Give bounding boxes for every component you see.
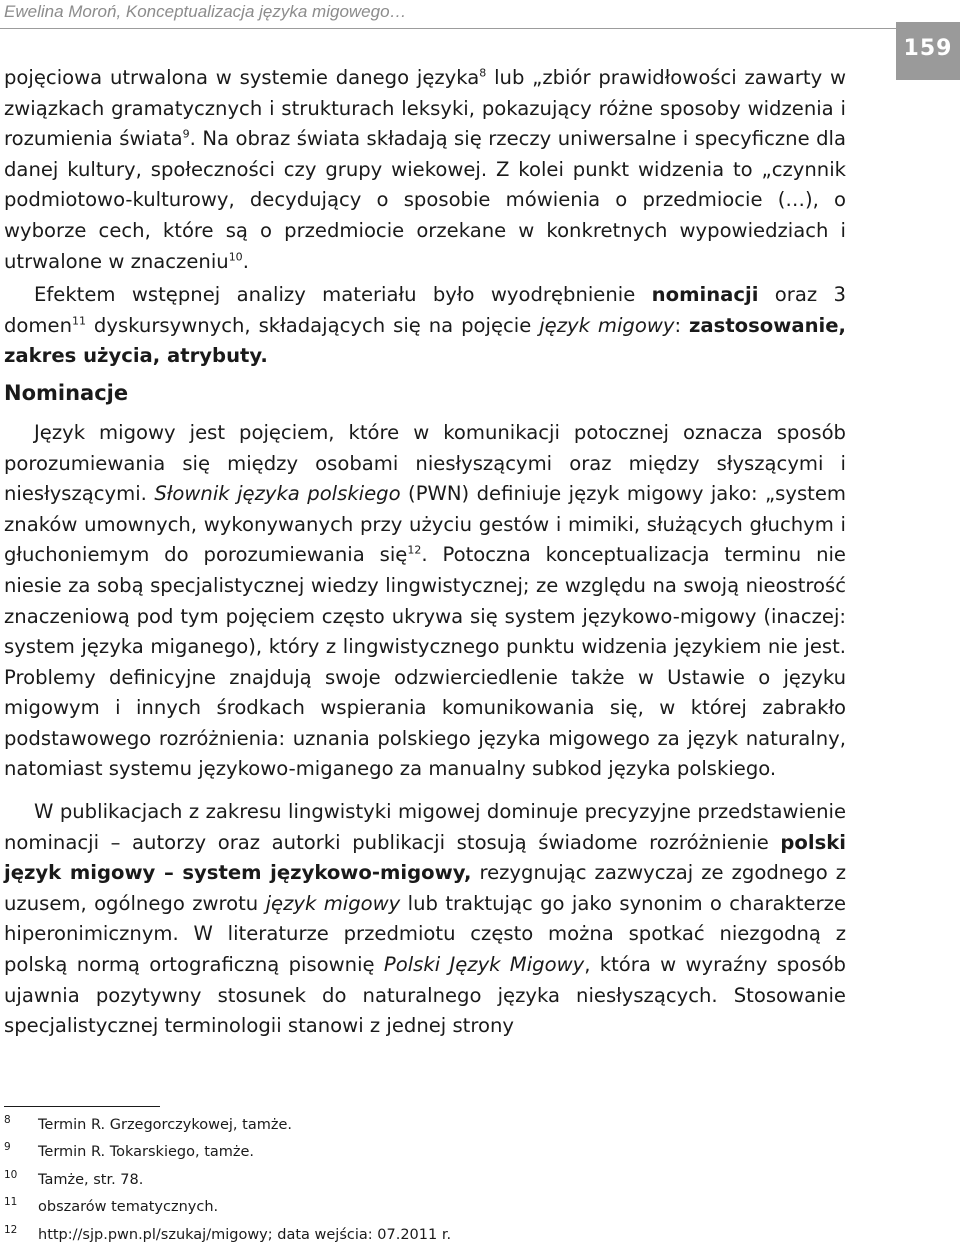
text-run: rezygnując zazwyczaj ze zgodnego z uzusem, ogólnego zwrotu [4, 861, 846, 915]
bold-term: nominacji [651, 283, 759, 307]
footnote-text: Tamże, str. 78. [38, 1171, 144, 1188]
text-run: . Potoczna konceptualizacja terminu nie niesie za sobą specjalistycznej wiedzy lingwistycznej; ze względu na swoją nieostrość znaczeniową pod tym pojęciem często ukrywa się system językowo-migowy (inaczej: system języka miganego), który z lingwistycznego punktu widzenia językiem nie jest. Problemy definicyjne znajdują swoje odzwierciedlenie także w Ustawie o języku migowym i innych środkach wspierania komunikowania się, w której zabrakło podstawowego rozróżnienia: uznania polskiego języka migowego za język naturalny, natomiast systemu językowo-miganego za manualny subkod języka polskiego. [4, 543, 846, 781]
footnote [4, 1167, 884, 1194]
text-run: dyskursywnych, składających się na pojęcie [86, 313, 540, 337]
text-run: lub traktując go jako synonim o charakterze hiperonimicznym. W literaturze przedmiotu często można spotkać niezgodną z polską normą ortograficzną pisownię [4, 891, 846, 977]
text-run: Język migowy jest pojęciem, które w komunikacji potocznej oznacza sposób porozumiewania się między osobami niesłyszącymi oraz między słyszącymi i niesłyszącymi. [4, 420, 846, 506]
italic-term: język migowy [265, 891, 401, 915]
footnote-number: 8 [4, 1114, 11, 1126]
footnotes [4, 1112, 884, 1249]
footnote [4, 1112, 884, 1139]
footnote-text: http://sjp.pwn.pl/szukaj/migowy; data wejścia: 07.2011 r. [38, 1226, 452, 1243]
paragraph-4 [4, 797, 846, 1042]
text-run: W publikacjach z zakresu lingwistyki migowej dominuje precyzyjne przedstawienie nominacji – autorzy oraz autorki publikacji stosują świadome rozróżnienie [4, 800, 846, 854]
footnote-number: 9 [4, 1141, 11, 1154]
footnote-number: 10 [4, 1168, 18, 1181]
footnote-ref: 12 [407, 543, 422, 557]
running-title: Ewelina Moroń, Konceptualizacja języka migowego… [4, 2, 407, 21]
text-run: Efektem wstępnej analizy materiału było wyodrębnienie [34, 283, 652, 307]
text-run: . [242, 249, 249, 273]
footnote-separator [4, 1106, 160, 1107]
bold-term: zastosowanie, zakres użycia, atrybuty. [4, 313, 846, 368]
text-run: : [674, 313, 690, 337]
footnote-number: 11 [4, 1196, 18, 1209]
bold-term: polski język migowy – system językowo-migowy, [4, 830, 846, 885]
footnote-number: 12 [4, 1223, 18, 1236]
footnote-text: Termin R. Tokarskiego, tamże. [38, 1144, 255, 1161]
footnote [4, 1222, 884, 1249]
footnote-ref: 9 [182, 127, 190, 141]
italic-term: Słownik języka polskiego [154, 482, 401, 506]
text-run: oraz 3 domen [4, 283, 846, 337]
footnote-text: obszarów tematycznych. [38, 1199, 219, 1216]
text-run: , która w wyraźny sposób ujawnia pozytywny stosunek do naturalnego języka niesłyszących. Stosowanie specjalistycznej terminologii stanowi z jednej strony [4, 953, 846, 1038]
text-run: lub „zbiór prawidłowości zawarty w związkach gramatycznych i strukturach leksyki, pokazujący różne sposoby widzenia i rozumienia świata [4, 66, 847, 151]
running-header [0, 0, 896, 29]
italic-term: język migowy [539, 313, 675, 337]
footnote-text: Termin R. Grzegorczykowej, tamże. [38, 1117, 292, 1133]
footnote-ref: 11 [72, 314, 86, 328]
page-number: 159 [903, 36, 953, 61]
footnote-ref: 10 [228, 250, 243, 264]
footnote-ref: 8 [479, 66, 487, 80]
body-text [4, 63, 846, 1042]
italic-term: Polski Język Migowy [383, 953, 585, 977]
paragraph-2 [4, 280, 846, 372]
text-run: (PWN) definiuje język migowy jako: „system znaków umownych, wykonywanych przy użyciu gestów i mimiki, służących głuchym i głuchoniemym do porozumiewania się [4, 482, 846, 567]
section-heading: Nominacje [4, 380, 129, 405]
paragraph-1 [4, 63, 846, 277]
paragraph-3 [4, 418, 846, 785]
footnote [4, 1194, 884, 1221]
footnote [4, 1139, 884, 1166]
text-run: pojęciowa utrwalona w systemie danego języka [4, 66, 480, 89]
text-run: . Na obraz świata składają się rzeczy uniwersalne i specyficzne dla danej kultury, społeczności czy grupy wiekowej. Z kolei punkt widzenia to „czynnik podmiotowo-kulturowy, decydujący o sposobie mówienia o przedmiocie (…), o wyborze cech, które są o przedmiocie orzekane w konkretnych wypowiedziach i utrwalone w znaczeniu [4, 127, 846, 273]
page-number-tab [896, 22, 960, 80]
